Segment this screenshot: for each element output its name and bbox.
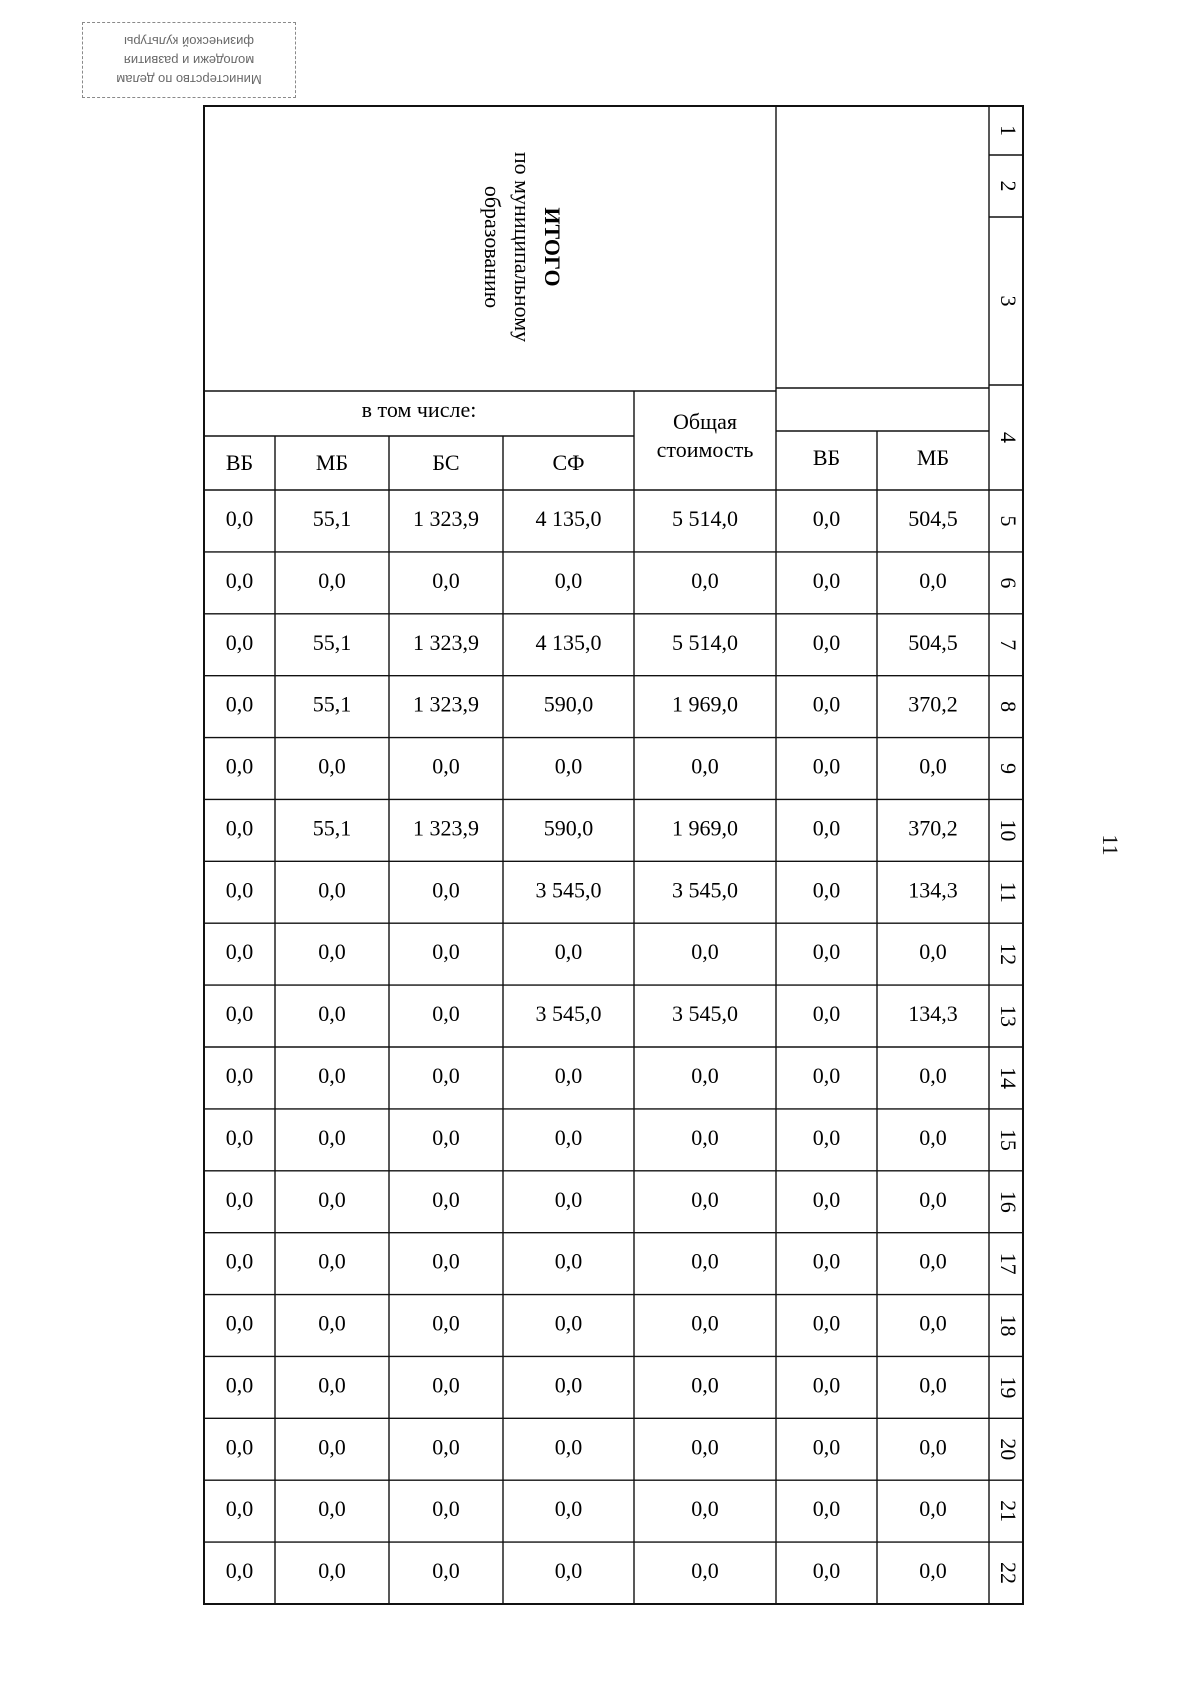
column-number-label: 1 bbox=[995, 125, 1021, 136]
column-header: ВБ bbox=[812, 445, 841, 471]
table-cell: 5 514,0 bbox=[672, 629, 738, 655]
table-cell: 0,0 bbox=[432, 1062, 460, 1088]
table-headers bbox=[226, 125, 1021, 475]
table-cell: 4 135,0 bbox=[535, 629, 602, 655]
table-cell: 0,0 bbox=[812, 691, 841, 717]
stamp-line: молодежи и развития bbox=[123, 53, 255, 68]
row-number bbox=[996, 1253, 1021, 1275]
table-cell: 0,0 bbox=[691, 753, 719, 779]
row-number bbox=[996, 1500, 1021, 1522]
table-row bbox=[226, 1434, 1021, 1460]
table-row bbox=[226, 1001, 1021, 1027]
table-cell: 0,0 bbox=[812, 1248, 841, 1274]
row-number-label: 8 bbox=[995, 701, 1021, 713]
title-line: образованию bbox=[479, 185, 505, 309]
table-cell: 0,0 bbox=[225, 1124, 254, 1150]
table-cell: 134,3 bbox=[908, 877, 958, 903]
table-cell: 0,0 bbox=[691, 1496, 719, 1522]
row-number-label: 22 bbox=[995, 1562, 1021, 1585]
table-cell: 0,0 bbox=[554, 1248, 583, 1274]
row-number-label: 6 bbox=[995, 577, 1021, 589]
table-cell: 55,1 bbox=[312, 815, 352, 841]
table-cell: 504,5 bbox=[908, 629, 958, 655]
table-row bbox=[226, 1125, 1021, 1151]
column-header: МБ bbox=[315, 450, 349, 476]
table-cell: 0,0 bbox=[812, 753, 841, 779]
table-cell: 590,0 bbox=[543, 815, 594, 841]
table-cell: 0,0 bbox=[554, 1372, 583, 1398]
row-number bbox=[996, 577, 1021, 588]
table-cell: 0,0 bbox=[812, 629, 841, 655]
table-cell: 0,0 bbox=[432, 567, 460, 593]
row-number bbox=[996, 1562, 1021, 1584]
table-cell: 0,0 bbox=[919, 753, 947, 779]
row-number-label: 17 bbox=[995, 1252, 1021, 1275]
table-row bbox=[226, 939, 1021, 965]
row-number bbox=[996, 943, 1021, 965]
column-header: МБ bbox=[916, 445, 950, 471]
row-number-label: 11 bbox=[995, 881, 1021, 903]
table-cell: 0,0 bbox=[554, 1496, 583, 1522]
table-body bbox=[226, 506, 1021, 1584]
table-cell: 0,0 bbox=[318, 1496, 346, 1522]
table-cell: 590,0 bbox=[543, 691, 594, 717]
column-number bbox=[996, 432, 1021, 443]
table-cell: 0,0 bbox=[225, 1496, 254, 1522]
table-cell: 0,0 bbox=[225, 877, 254, 903]
table-cell: 0,0 bbox=[919, 1248, 947, 1274]
table-cell: 0,0 bbox=[919, 1372, 947, 1398]
table-cell: 0,0 bbox=[318, 1062, 346, 1088]
column-number bbox=[996, 296, 1021, 307]
table-cell: 0,0 bbox=[812, 1434, 841, 1460]
table-row bbox=[226, 815, 1021, 841]
row-number bbox=[996, 882, 1021, 903]
table-cell: 0,0 bbox=[691, 1372, 719, 1398]
table-cell: 1 323,9 bbox=[413, 815, 479, 841]
row-number bbox=[996, 1438, 1021, 1460]
table-cell: 0,0 bbox=[432, 877, 460, 903]
table-cell: 4 135,0 bbox=[535, 505, 602, 531]
table-cell: 0,0 bbox=[318, 1310, 346, 1336]
table-cell: 0,0 bbox=[432, 1001, 460, 1027]
table-cell: 0,0 bbox=[554, 1124, 583, 1150]
table-cell: 0,0 bbox=[919, 1558, 947, 1584]
table-cell: 0,0 bbox=[812, 567, 841, 593]
table-cell: 0,0 bbox=[225, 753, 254, 779]
table-row bbox=[226, 506, 1021, 531]
table-cell: 0,0 bbox=[318, 877, 346, 903]
table-cell: 0,0 bbox=[432, 1496, 460, 1522]
title-line: ИТОГО bbox=[539, 207, 565, 287]
table-cell: 0,0 bbox=[432, 753, 460, 779]
column-header: СФ bbox=[552, 450, 585, 476]
row-number-label: 10 bbox=[995, 819, 1021, 842]
table-cell: 370,2 bbox=[908, 815, 958, 841]
table-cell: 5 514,0 bbox=[672, 505, 738, 531]
row-number-label: 20 bbox=[995, 1438, 1021, 1461]
table-cell: 0,0 bbox=[225, 505, 254, 531]
table-cell: 0,0 bbox=[691, 567, 719, 593]
row-number-label: 15 bbox=[995, 1128, 1021, 1151]
column-number bbox=[996, 181, 1021, 192]
total-cost-header: стоимость bbox=[656, 437, 754, 463]
row-number-label: 13 bbox=[995, 1005, 1021, 1028]
table-cell: 0,0 bbox=[554, 1062, 583, 1088]
table-row bbox=[226, 692, 1021, 717]
table-cell: 1 969,0 bbox=[672, 691, 738, 717]
table-cell: 0,0 bbox=[812, 939, 841, 965]
table-cell: 504,5 bbox=[908, 505, 958, 531]
table-cell: 0,0 bbox=[225, 1310, 254, 1336]
table-cell: 0,0 bbox=[318, 567, 346, 593]
table-cell: 0,0 bbox=[432, 1434, 460, 1460]
row-number-label: 5 bbox=[995, 515, 1021, 527]
table-cell: 0,0 bbox=[554, 753, 583, 779]
table-cell: 0,0 bbox=[225, 1372, 254, 1398]
row-number bbox=[996, 701, 1021, 712]
table-row bbox=[226, 568, 1021, 593]
table-cell: 0,0 bbox=[225, 1248, 254, 1274]
table-cell: 55,1 bbox=[312, 629, 352, 655]
row-number bbox=[996, 1376, 1021, 1398]
table-cell: 0,0 bbox=[812, 1496, 841, 1522]
table-cell: 0,0 bbox=[691, 1062, 719, 1088]
table-row bbox=[226, 1311, 1021, 1337]
table-cell: 55,1 bbox=[312, 691, 352, 717]
table-cell: 0,0 bbox=[919, 1124, 947, 1150]
table-title bbox=[480, 152, 565, 342]
row-number-label: 21 bbox=[995, 1500, 1021, 1523]
table-cell: 0,0 bbox=[432, 1372, 460, 1398]
table-row bbox=[226, 754, 1021, 779]
table-cell: 3 545,0 bbox=[535, 1001, 602, 1027]
table-cell: 0,0 bbox=[318, 1372, 346, 1398]
table-cell: 3 545,0 bbox=[672, 1001, 738, 1027]
table-cell: 0,0 bbox=[432, 1248, 460, 1274]
table-cell: 0,0 bbox=[318, 1186, 346, 1212]
table-row bbox=[226, 1063, 1021, 1089]
table-cell: 0,0 bbox=[225, 815, 254, 841]
table-cell: 0,0 bbox=[691, 1248, 719, 1274]
table-cell: 0,0 bbox=[225, 691, 254, 717]
table-cell: 1 323,9 bbox=[413, 505, 479, 531]
table-cell: 0,0 bbox=[812, 1062, 841, 1088]
table-row bbox=[226, 1496, 1021, 1522]
table-row bbox=[226, 1558, 1021, 1584]
table-cell: 0,0 bbox=[432, 939, 460, 965]
table-cell: 0,0 bbox=[919, 1310, 947, 1336]
table-cell: 0,0 bbox=[691, 1558, 719, 1584]
table-cell: 0,0 bbox=[691, 1434, 719, 1460]
table-cell: 0,0 bbox=[691, 1124, 719, 1150]
row-number-label: 7 bbox=[995, 639, 1021, 651]
table-row bbox=[226, 1372, 1021, 1398]
table-cell: 0,0 bbox=[318, 1124, 346, 1150]
table-cell: 0,0 bbox=[812, 1310, 841, 1336]
table-cell: 3 545,0 bbox=[672, 877, 738, 903]
title-line: по муниципальному bbox=[509, 151, 535, 343]
column-number-label: 4 bbox=[995, 432, 1021, 443]
table-cell: 0,0 bbox=[554, 1558, 583, 1584]
table-cell: 0,0 bbox=[318, 753, 346, 779]
table-cell: 0,0 bbox=[919, 1186, 947, 1212]
table-cell: 0,0 bbox=[554, 1310, 583, 1336]
table-cell: 0,0 bbox=[919, 567, 947, 593]
table-cell: 0,0 bbox=[225, 1062, 254, 1088]
row-number bbox=[996, 763, 1021, 774]
table-cell: 0,0 bbox=[554, 1434, 583, 1460]
table-cell: 0,0 bbox=[691, 1310, 719, 1336]
table-cell: 0,0 bbox=[812, 505, 841, 531]
table-cell: 0,0 bbox=[432, 1186, 460, 1212]
table-cell: 0,0 bbox=[691, 939, 719, 965]
table-cell: 0,0 bbox=[554, 567, 583, 593]
table-cell: 0,0 bbox=[919, 939, 947, 965]
table-cell: 134,3 bbox=[908, 1001, 958, 1027]
table-cell: 0,0 bbox=[225, 1558, 254, 1584]
row-number-label: 19 bbox=[995, 1376, 1021, 1399]
column-number bbox=[996, 125, 1021, 136]
table-cell: 0,0 bbox=[919, 1496, 947, 1522]
column-header: БС bbox=[432, 450, 460, 476]
table-cell: 0,0 bbox=[432, 1124, 460, 1150]
table-row bbox=[226, 1249, 1021, 1275]
table-cell: 0,0 bbox=[812, 1186, 841, 1212]
table-cell: 0,0 bbox=[225, 939, 254, 965]
table-row bbox=[226, 630, 1021, 655]
table-cell: 0,0 bbox=[554, 939, 583, 965]
total-cost-header: Общая bbox=[673, 409, 737, 435]
table-cell: 0,0 bbox=[225, 1434, 254, 1460]
table-cell: 3 545,0 bbox=[535, 877, 602, 903]
table-cell: 0,0 bbox=[225, 1001, 254, 1027]
table-cell: 1 323,9 bbox=[413, 691, 479, 717]
table-cell: 55,1 bbox=[312, 505, 352, 531]
table-cell: 0,0 bbox=[432, 1310, 460, 1336]
row-number bbox=[996, 639, 1021, 650]
row-number bbox=[996, 1067, 1021, 1089]
row-number bbox=[996, 1129, 1021, 1151]
row-number bbox=[996, 515, 1021, 526]
column-header: ВБ bbox=[225, 450, 254, 476]
table-cell: 0,0 bbox=[691, 1186, 719, 1212]
table-cell: 1 323,9 bbox=[413, 629, 479, 655]
group-header: в том числе: bbox=[361, 397, 477, 423]
table-cell: 0,0 bbox=[432, 1558, 460, 1584]
table-cell: 0,0 bbox=[318, 1558, 346, 1584]
row-number-label: 16 bbox=[995, 1190, 1021, 1213]
table-cell: 0,0 bbox=[318, 939, 346, 965]
stamp-line: физической культуры bbox=[123, 34, 255, 49]
table-cell: 0,0 bbox=[812, 1001, 841, 1027]
column-number-label: 2 bbox=[995, 180, 1021, 192]
row-number-label: 18 bbox=[995, 1314, 1021, 1337]
row-number bbox=[996, 1191, 1021, 1213]
row-number bbox=[996, 1315, 1021, 1337]
page-number: 11 bbox=[1098, 834, 1123, 856]
table-cell: 0,0 bbox=[812, 1558, 841, 1584]
row-number-label: 12 bbox=[995, 943, 1021, 966]
table-cell: 0,0 bbox=[919, 1434, 947, 1460]
stamp-line: Министерство по делам bbox=[116, 72, 262, 87]
table-cell: 0,0 bbox=[919, 1062, 947, 1088]
table-cell: 0,0 bbox=[812, 815, 841, 841]
table-cell: 370,2 bbox=[908, 691, 958, 717]
row-number bbox=[996, 1005, 1021, 1027]
table-cell: 0,0 bbox=[225, 567, 254, 593]
table-cell: 1 969,0 bbox=[672, 815, 738, 841]
table-cell: 0,0 bbox=[812, 877, 841, 903]
table-cell: 0,0 bbox=[812, 1124, 841, 1150]
table-cell: 0,0 bbox=[225, 629, 254, 655]
table-cell: 0,0 bbox=[812, 1372, 841, 1398]
row-number-label: 14 bbox=[995, 1066, 1021, 1089]
table-cell: 0,0 bbox=[225, 1186, 254, 1212]
table-cell: 0,0 bbox=[554, 1186, 583, 1212]
table-row bbox=[226, 1187, 1021, 1213]
table-row bbox=[226, 877, 1021, 903]
table-cell: 0,0 bbox=[318, 1434, 346, 1460]
table-cell: 0,0 bbox=[318, 1001, 346, 1027]
table-cell: 0,0 bbox=[318, 1248, 346, 1274]
row-number bbox=[996, 819, 1021, 841]
row-number-label: 9 bbox=[995, 763, 1021, 774]
column-number-label: 3 bbox=[995, 295, 1021, 307]
